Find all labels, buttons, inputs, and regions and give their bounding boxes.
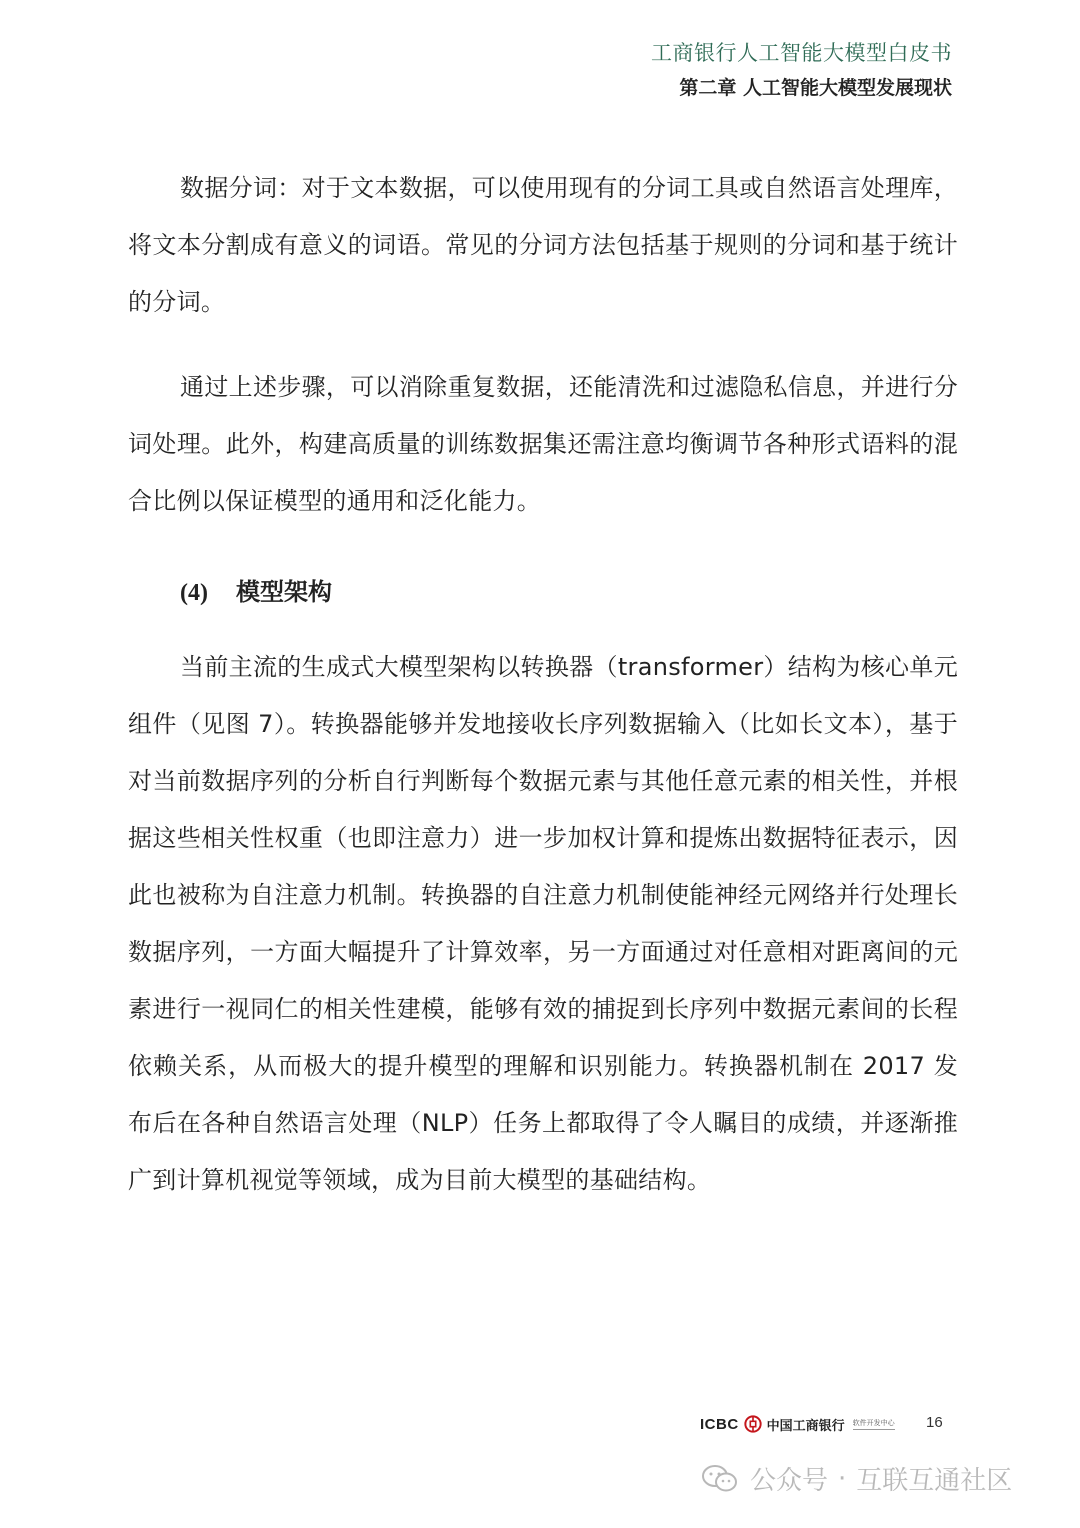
document-title: 工商银行人工智能大模型白皮书 — [651, 41, 952, 65]
body-text — [128, 160, 958, 1209]
section-title: 模型架构 — [235, 578, 332, 606]
paragraph-model-architecture: 当前主流的生成式大模型架构以转换器（transformer）结构为核心单元组件（见图 7）。转换器能够并发地接收长序列数据输入（比如长文本），基于对当前数据序列的分析自行判断每个数据元素与其他任意元素的相关性，并根据这些相关性权重（也即注意力）进一步加权计算和提炼出数据特征表示，因此也被称为自注意力机制。转换器的自注意力机制使能神经元网络并行处理长数据序列，一方面大幅提升了计算效率，另一方面通过对任意相对距离间的元素进行一视同仁的相关性建模，能够有效的捕捉到长序列中数据元素间的长程依赖关系，从而极大的提升模型的理解和识别能力。转换器机制在 2017 发布后在各种自然语言处理（NLP）任务上都取得了令人瞩目的成绩，并逐渐推广到计算机视觉等领域，成为目前大模型的基础结构。 — [128, 653, 958, 1194]
section-number: (4) — [180, 580, 208, 606]
wechat-watermark — [700, 1460, 1012, 1497]
watermark-label: 公众号 — [750, 1466, 829, 1496]
watermark-account: 互联互通社区 — [856, 1466, 1013, 1496]
icbc-wordmark: ICBC — [700, 1415, 739, 1433]
paragraph-data-cleaning: 通过上述步骤，可以消除重复数据，还能清洗和过滤隐私信息，并进行分词处理。此外，构建高质量的训练数据集还需注意均衡调节各种形式语料的混合比例以保证模型的通用和泛化能力。 — [128, 373, 958, 515]
section-heading — [180, 572, 958, 613]
page-number: 16 — [926, 1414, 943, 1431]
bank-department: 软件开发中心 — [853, 1418, 895, 1430]
paragraph-tokenization: 数据分词：对于文本数据，可以使用现有的分词工具或自然语言处理库，将文本分割成有意义的词语。常见的分词方法包括基于规则的分词和基于统计的分词。 — [128, 174, 958, 316]
watermark-separator: · — [838, 1463, 847, 1494]
chapter-title: 第二章 人工智能大模型发展现状 — [679, 77, 952, 99]
wechat-icon — [700, 1463, 740, 1495]
bank-name: 中国工商银行 — [766, 1418, 845, 1434]
page-header — [651, 38, 952, 102]
page-footer — [700, 1410, 960, 1438]
icbc-logo-icon — [744, 1415, 762, 1433]
